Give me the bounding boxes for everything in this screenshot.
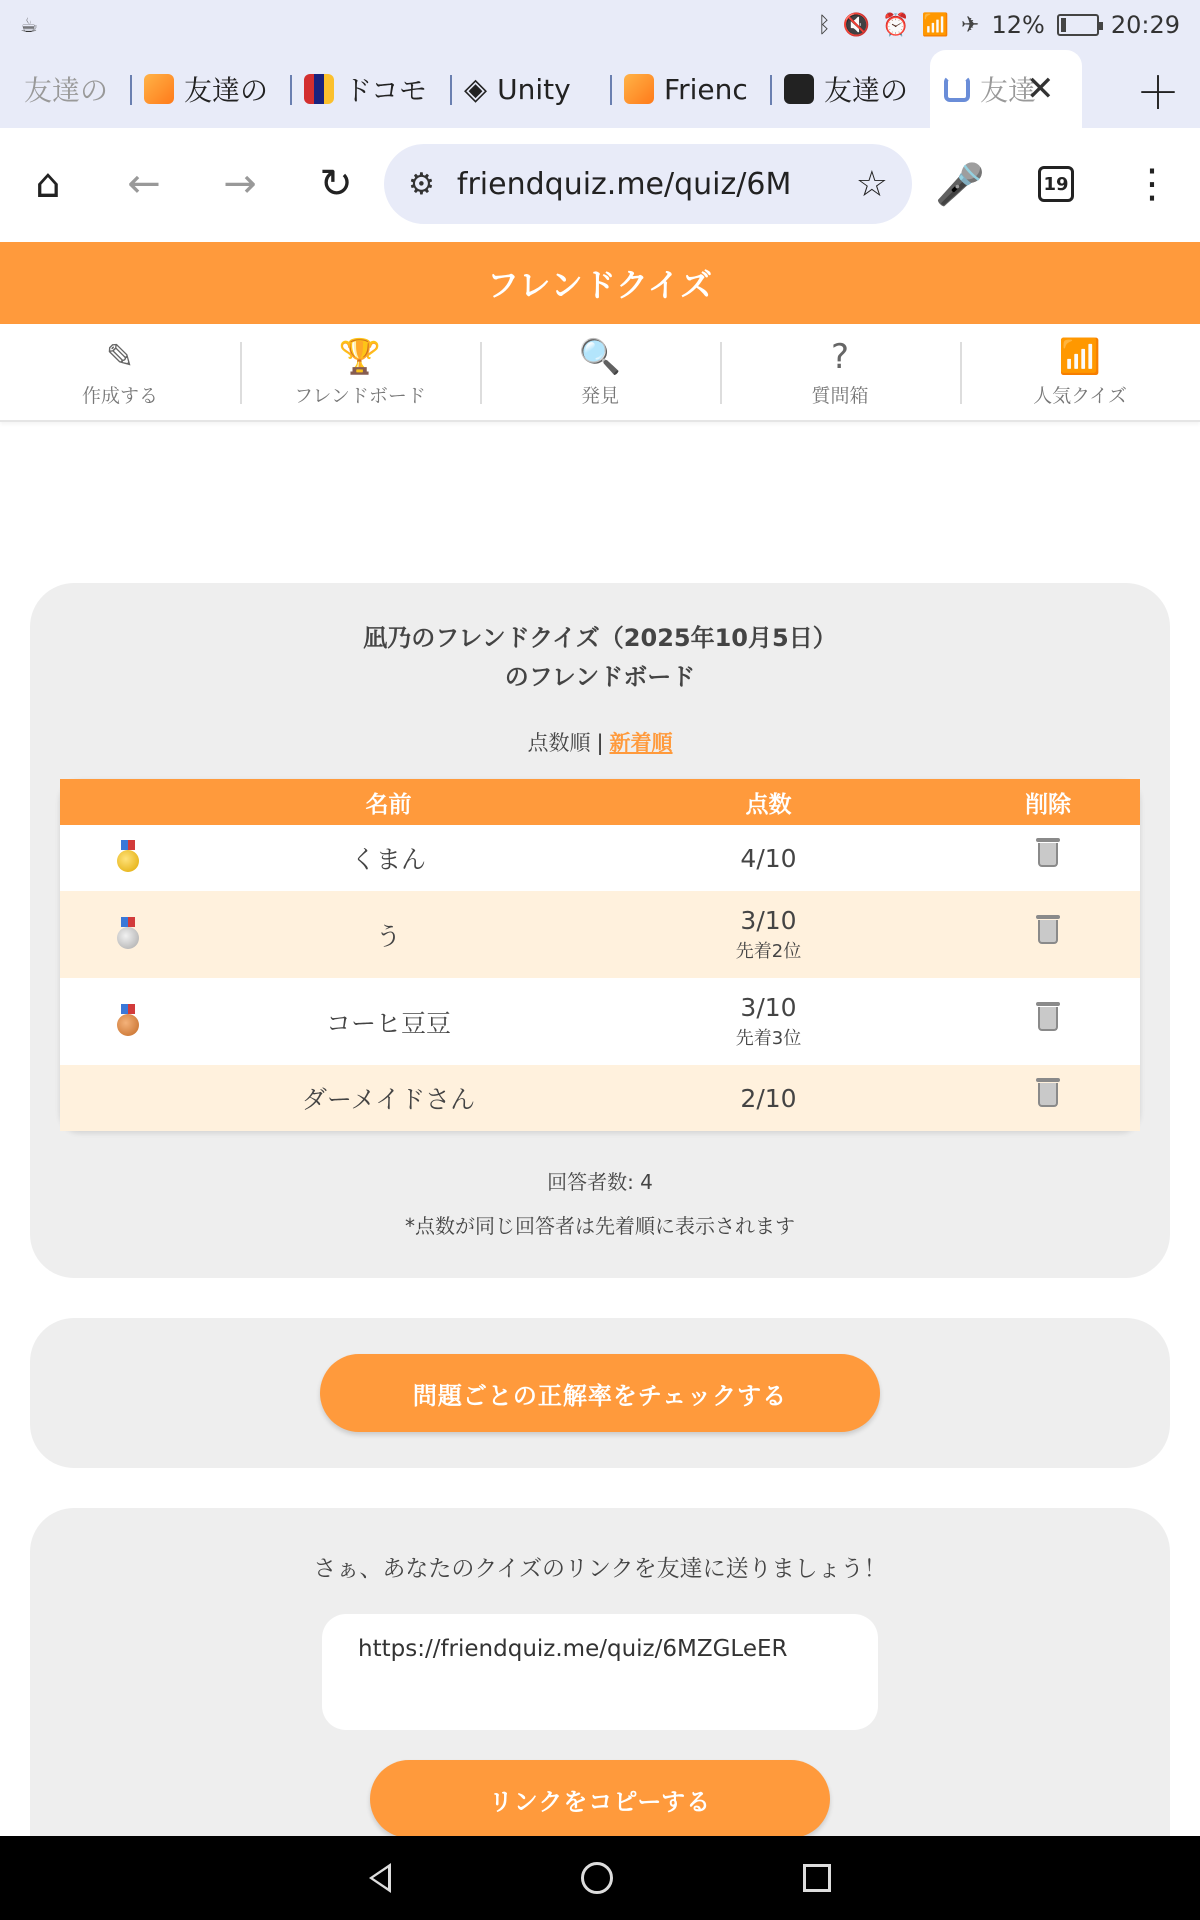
share-prompt: さぁ、あなたのクイズのリンクを友達に送りましょう！: [313, 1556, 887, 1582]
browser-tab[interactable]: [610, 59, 770, 119]
friendquiz-favicon-icon: [624, 74, 654, 104]
table-row: [60, 978, 1140, 1065]
home-circle-icon[interactable]: [581, 1862, 613, 1894]
board-title: [30, 583, 1170, 697]
browser-tab[interactable]: [10, 59, 130, 119]
sort-options: [30, 727, 1170, 757]
airplane-icon: ✈: [961, 12, 980, 38]
nav-create[interactable]: [0, 324, 240, 420]
score-cell: [581, 993, 956, 1050]
globe-favicon-icon: [784, 74, 814, 104]
quiz-link-field[interactable]: https://friendquiz.me/quiz/6MZGLeER: [322, 1614, 878, 1730]
nav-popular[interactable]: [960, 324, 1200, 420]
browser-tab[interactable]: [290, 59, 450, 119]
reload-icon[interactable]: ↻: [319, 161, 353, 207]
trash-icon: [1038, 920, 1058, 944]
new-tab-button[interactable]: ＋: [1136, 68, 1180, 119]
delete-button[interactable]: [956, 1007, 1140, 1037]
alarm-icon: ⏰: [882, 12, 910, 38]
question-bubble-icon: ?: [830, 336, 850, 377]
sort-separator: |: [596, 731, 604, 755]
cup-icon: ☕: [20, 13, 38, 37]
wifi-icon: 📶: [921, 12, 950, 38]
sort-by-newest[interactable]: 新着順: [609, 731, 673, 755]
accuracy-card: [30, 1318, 1170, 1468]
unity-favicon-icon: ◈: [464, 71, 488, 107]
site-title[interactable]: フレンドクイズ: [0, 242, 1200, 324]
address-bar[interactable]: [384, 144, 912, 224]
battery-percent: 12%: [991, 11, 1045, 39]
delete-button[interactable]: [956, 1083, 1140, 1113]
score-value: 3/10: [740, 906, 797, 935]
tab-switcher-button[interactable]: [1008, 166, 1104, 202]
url-text[interactable]: friendquiz.me/quiz/6M: [456, 166, 792, 202]
docomo-favicon-icon: [304, 74, 334, 104]
bronze-medal-icon: [117, 1014, 139, 1036]
trash-icon: [1038, 1083, 1058, 1107]
site-settings-icon[interactable]: ⚙: [408, 166, 435, 202]
tab-title: Unity: [497, 72, 571, 106]
edit-icon: ✎: [105, 336, 135, 377]
trophy-icon: 🏆: [338, 336, 382, 377]
header-delete: 削除: [1025, 791, 1071, 818]
tab-title: 友達: [980, 74, 1037, 107]
nav-friendboard[interactable]: [240, 324, 480, 420]
forward-arrow-icon[interactable]: →: [223, 161, 257, 207]
tab-strip: [0, 50, 1200, 128]
tab-title: 友達の: [824, 74, 909, 107]
rank-cell: [60, 1008, 196, 1036]
silver-medal-icon: [117, 927, 139, 949]
header-name: 名前: [365, 791, 412, 818]
site-nav: [0, 324, 1200, 422]
rank-cell: [60, 921, 196, 949]
bookmark-star-icon[interactable]: ☆: [855, 163, 888, 205]
friendboard-card: [30, 583, 1170, 1278]
recents-icon[interactable]: [803, 1864, 831, 1892]
browser-tab[interactable]: [450, 59, 610, 119]
clock: 20:29: [1110, 11, 1180, 39]
delete-button[interactable]: [956, 920, 1140, 950]
copy-link-button[interactable]: リンクをコピーする: [370, 1760, 830, 1838]
score-value: 2/10: [740, 1083, 797, 1113]
back-icon[interactable]: [369, 1863, 391, 1893]
tie-break-note: *点数が同じ回答者は先着順に表示されます: [405, 1214, 795, 1238]
nav-question-box[interactable]: [720, 324, 960, 420]
score-cell: [581, 844, 956, 873]
toolbar-right: [912, 128, 1200, 240]
browser-tab-active[interactable]: [930, 50, 1082, 128]
status-icons: [818, 11, 1180, 39]
check-accuracy-button[interactable]: 問題ごとの正解率をチェックする: [320, 1354, 880, 1432]
arrival-rank: 先着3位: [735, 1028, 802, 1049]
nav-label: フレンドボード: [294, 384, 426, 407]
back-arrow-icon[interactable]: ←: [127, 161, 161, 207]
table-header: [60, 779, 1140, 825]
nav-label: 作成する: [81, 384, 158, 407]
score-cell: [581, 1084, 956, 1113]
rank-cell: [60, 844, 196, 872]
ranking-stairs-icon: 📶: [1058, 336, 1102, 377]
friendquiz-favicon-icon: [144, 74, 174, 104]
board-title-line2: のフレンドボード: [504, 663, 696, 691]
gold-medal-icon: [117, 850, 139, 872]
tab-title: ドコモ: [344, 74, 427, 107]
respondent-count: 回答者数: 4: [547, 1170, 653, 1194]
score-value: 4/10: [740, 843, 797, 873]
player-name: コーヒ豆豆: [325, 1008, 451, 1038]
arrival-rank: 先着2位: [735, 941, 802, 962]
loading-spinner-icon: [944, 76, 970, 102]
tab-title: 友達の: [24, 74, 109, 107]
home-icon[interactable]: ⌂: [35, 161, 61, 207]
tab-title: Frienc: [664, 72, 748, 106]
table-row: [60, 825, 1140, 891]
player-name: う: [375, 921, 401, 951]
android-nav-bar: [0, 1836, 1200, 1920]
sort-by-score[interactable]: 点数順: [527, 731, 591, 755]
more-menu-icon[interactable]: ⋮: [1132, 161, 1172, 207]
tab-count: 19: [1038, 166, 1074, 202]
microphone-icon[interactable]: 🎤: [935, 161, 985, 208]
bluetooth-icon: ᛒ: [817, 12, 831, 38]
tab-title: 友達の: [184, 74, 269, 107]
nav-discover[interactable]: [480, 324, 720, 420]
browser-tab[interactable]: [770, 59, 930, 119]
board-title-line1: 凪乃のフレンドクイズ（2025年10月5日）: [363, 624, 837, 652]
score-cell: [581, 906, 956, 963]
browser-tab[interactable]: [130, 59, 290, 119]
delete-button[interactable]: [956, 843, 1140, 873]
header-score: 点数: [745, 791, 792, 818]
nav-label: 発見: [580, 384, 619, 407]
table-row: [60, 1065, 1140, 1131]
player-name: くまん: [350, 845, 426, 874]
close-tab-icon[interactable]: ✕: [1026, 69, 1055, 109]
trash-icon: [1038, 1007, 1058, 1031]
browser-toolbar: [0, 128, 1200, 240]
status-bar: [0, 0, 1200, 50]
table-row: [60, 891, 1140, 978]
nav-label: 質問箱: [811, 384, 869, 407]
search-icon: 🔍: [578, 336, 622, 377]
mute-icon: 🔇: [842, 12, 871, 38]
scoreboard-table: [60, 779, 1140, 1131]
battery-icon: [1057, 14, 1099, 36]
player-name: ダーメイドさん: [301, 1085, 476, 1114]
trash-icon: [1038, 843, 1058, 867]
nav-label: 人気クイズ: [1033, 384, 1127, 407]
score-value: 3/10: [740, 993, 797, 1022]
